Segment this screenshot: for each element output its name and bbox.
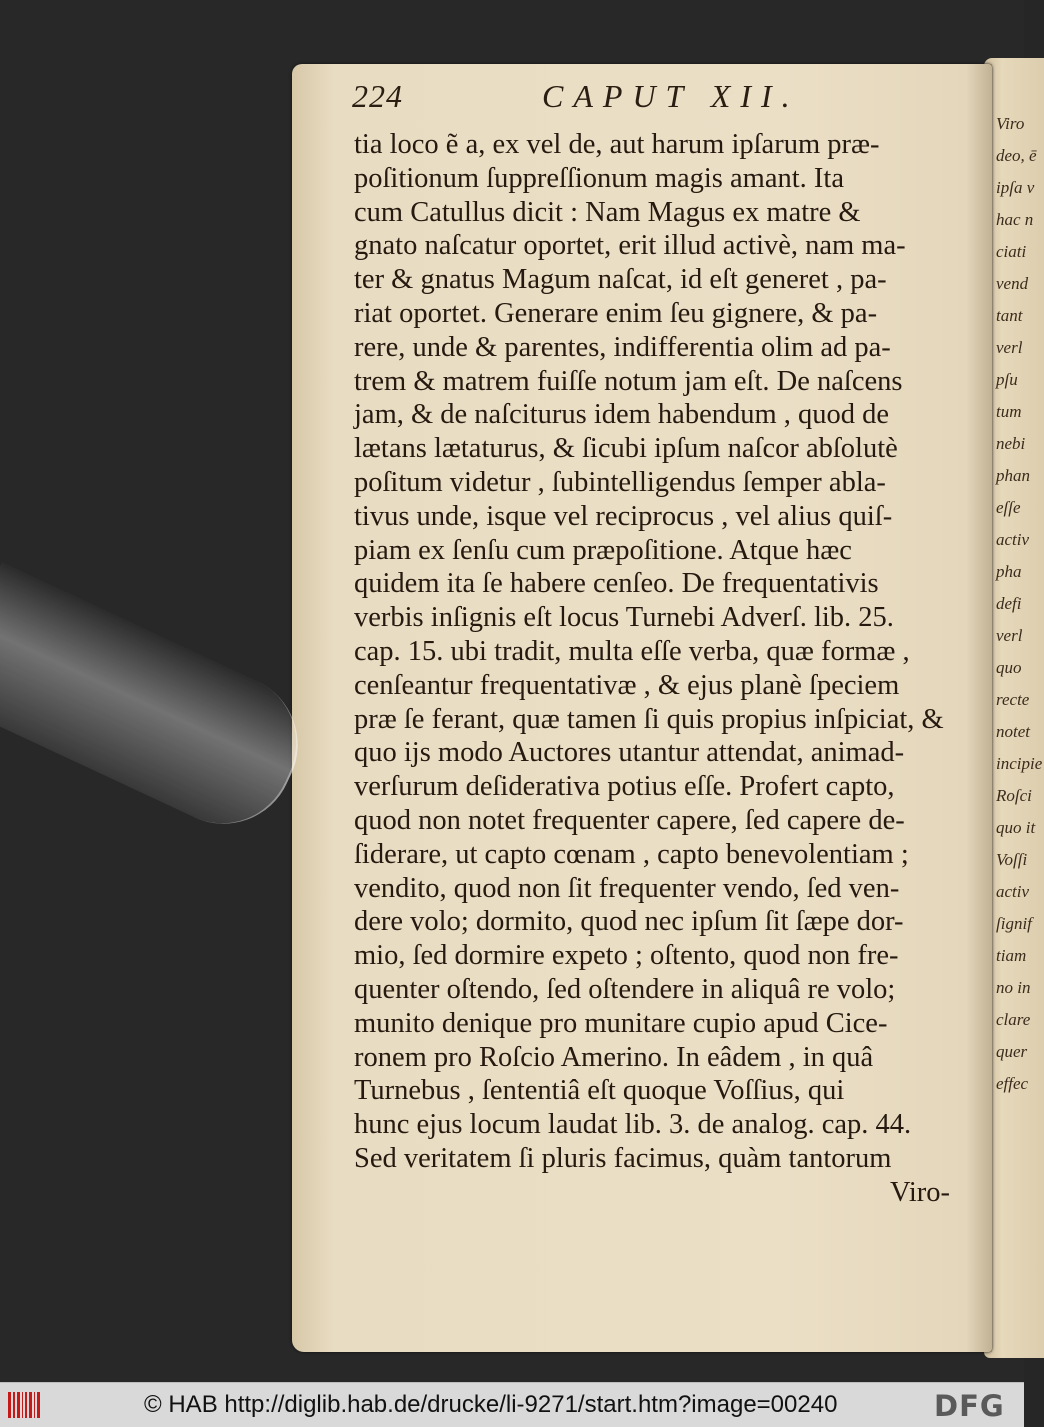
text-line: dere volo; dormito, quod nec ipſum ſit ſæpe dor- <box>354 906 904 938</box>
text-line: rere, unde & parentes, indifferentia olim ad pa- <box>354 331 891 363</box>
text-line: cenſeantur frequentativæ , & ejus planè ſpeciem <box>354 669 900 701</box>
text-line: poſitum videtur , ſubintelligendus ſemper abla- <box>354 466 886 498</box>
page-body <box>354 128 950 1210</box>
next-page-fragment: nebi <box>996 434 1026 453</box>
next-page-fragment: recte <box>996 690 1030 709</box>
next-page-fragment: tum <box>996 402 1022 421</box>
text-line: mio, ſed dormire expeto ; oſtento, quod non fre- <box>354 940 899 972</box>
text-line: piam ex ſenſu cum præpoſitione. Atque hæc <box>354 534 852 566</box>
next-page-fragment: tiam <box>996 946 1027 965</box>
running-head: CAPUT XII. <box>542 78 800 114</box>
next-page-fragment: defi <box>996 594 1022 613</box>
text-line: quenter oſtendo, ſed oſtendere in aliquâ re volo; <box>354 973 896 1005</box>
source-credit: © HAB http://diglib.hab.de/drucke/li-9271/start.htm?image=00240 <box>144 1391 838 1418</box>
next-page-fragment: quer <box>996 1042 1028 1061</box>
text-line: hunc ejus locum laudat lib. 3. de analog. cap. 44. <box>354 1109 912 1141</box>
footer-bar <box>0 1382 1024 1427</box>
next-page-fragment: quo <box>996 658 1022 677</box>
next-page-fragment: pha <box>996 562 1022 581</box>
text-line: cum Catullus dicit : Nam Magus ex matre & <box>354 196 861 228</box>
text-line: Sed veritatem ſi pluris facimus, quàm tantorum <box>354 1142 892 1174</box>
text-line: jam, & de naſciturus idem habendum , quod de <box>354 399 890 431</box>
next-page-fragment: clare <box>996 1010 1031 1029</box>
text-line: munito denique pro munitare cupio apud Cice- <box>354 1007 888 1039</box>
next-page-fragment: hac n <box>996 210 1034 229</box>
next-page-fragment: ipſa v <box>996 178 1035 197</box>
next-page-fragment: verl <box>996 338 1023 357</box>
next-page-fragment: ſignif <box>996 914 1032 933</box>
text-line: trem & matrem fuiſſe notum jam eſt. De naſcens <box>354 365 903 397</box>
text-line: ronem pro Roſcio Amerino. In eâdem , in quâ <box>354 1041 874 1073</box>
catchword: Viro- <box>889 1176 950 1208</box>
next-page-fragment: no in <box>996 978 1031 997</box>
text-line: ter & gnatus Magum naſcat, id eſt generet , pa- <box>354 264 887 296</box>
next-page-fragment: eſſe <box>996 498 1021 517</box>
text-line: cap. 15. ubi tradit, multa eſſe verba, quæ formæ , <box>354 635 910 667</box>
next-page-fragment: effec <box>996 1074 1029 1093</box>
book-page <box>292 64 992 1352</box>
page-header <box>352 78 912 122</box>
dfg-logo: DFG <box>934 1389 1005 1423</box>
next-page-fragment: pſu <box>996 370 1018 389</box>
barcode-icon <box>8 1392 40 1418</box>
text-line: verſurum deſiderativa potius eſſe. Profert capto, <box>354 771 895 803</box>
text-line: ſiderare, ut capto cœnam , capto benevolentiam ; <box>354 838 909 870</box>
next-page-fragment: verl <box>996 626 1023 645</box>
next-page-fragment: quo it <box>996 818 1036 837</box>
next-page-fragment: deo, ē <box>996 146 1037 165</box>
text-line: quidem ita ſe habere cenſeo. De frequentativis <box>354 568 879 600</box>
next-page-fragment: incipie <box>996 754 1043 773</box>
next-page-fragment: phan <box>996 466 1030 485</box>
next-page-fragment: Voſſi <box>996 850 1028 869</box>
text-line: poſitionum ſuppreſſionum magis amant. Ita <box>354 162 844 194</box>
next-page-fragment: ciati <box>996 242 1027 261</box>
text-line: Turnebus , ſententiâ eſt quoque Voſſius, qui <box>354 1075 845 1107</box>
glass-page-weight <box>0 562 321 847</box>
next-page-fragment: notet <box>996 722 1030 741</box>
text-line: tia loco ẽ a, ex vel de, aut harum ipſarum præ- <box>354 129 880 160</box>
text-line: gnato naſcatur oportet, erit illud activè, nam ma- <box>354 230 906 262</box>
text-line: quo ijs modo Auctores utantur attendat, animad- <box>354 737 905 769</box>
text-line: riat oportet. Generare enim ſeu gignere, & pa- <box>354 297 878 329</box>
next-page-fragment: tant <box>996 306 1023 325</box>
text-line: lætans lætaturus, & ſicubi ipſum naſcor abſolutè <box>354 433 898 465</box>
next-page-fragment: activ <box>996 530 1030 549</box>
next-page-fragment: activ <box>996 882 1030 901</box>
text-line: vendito, quod non ſit frequenter vendo, ſed ven- <box>354 872 900 904</box>
page-number: 224 <box>352 78 403 114</box>
next-page-fragment: vend <box>996 274 1029 293</box>
text-line: quod non notet frequenter capere, ſed capere de- <box>354 804 905 836</box>
next-page-fragment: Roſci <box>996 786 1032 805</box>
next-page-text <box>996 108 1043 1093</box>
next-page-fragment: Viro <box>996 114 1025 133</box>
text-line: præ ſe ferant, quæ tamen ſi quis propius inſpiciat, & <box>354 703 944 735</box>
text-line: verbis inſignis eſt locus Turnebi Adverſ. lib. 25. <box>354 602 894 634</box>
text-line: tivus unde, isque vel reciprocus , vel alius quiſ- <box>354 500 893 532</box>
